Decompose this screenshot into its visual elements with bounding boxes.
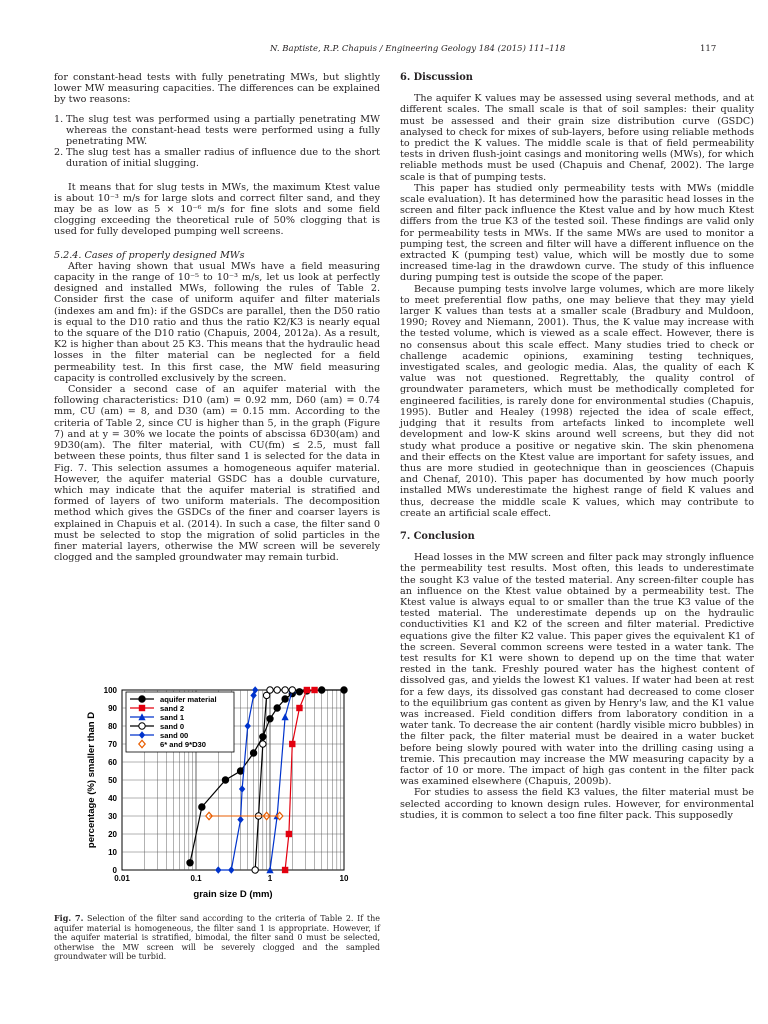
data-point bbox=[139, 696, 145, 702]
list-item bbox=[54, 114, 380, 148]
data-point bbox=[274, 705, 280, 711]
data-point bbox=[289, 687, 295, 693]
y-tick-label: 100 bbox=[103, 686, 117, 695]
data-point bbox=[250, 750, 256, 756]
data-point bbox=[267, 716, 273, 722]
y-tick-label: 90 bbox=[108, 704, 117, 713]
paragraph: For studies to assess the field K3 values, the filter material must be selected according to known design rules. However, for environmental studies, it is common to select a too fine filter pack. This supposedly bbox=[400, 787, 754, 821]
data-point bbox=[228, 866, 234, 873]
figure-caption bbox=[54, 914, 380, 962]
x-tick-label: 0.1 bbox=[190, 874, 202, 883]
data-point bbox=[239, 785, 245, 792]
section-heading: 7. Conclusion bbox=[400, 530, 475, 542]
paragraph: It means that for slug tests in MWs, the maximum Ktest value is about 10⁻³ m/s for large slots and correct filter sand, and they may be as low as 5 × 10⁻⁶ m/s for fine slots and some field clogging exceeding the theoretical rule of 50% clogging that is used for fully developed pumping well screens. bbox=[54, 181, 380, 238]
y-tick-label: 20 bbox=[108, 830, 117, 839]
data-point bbox=[319, 687, 325, 693]
data-point bbox=[282, 713, 289, 720]
x-tick-label: 1 bbox=[267, 874, 273, 883]
data-point bbox=[296, 705, 302, 711]
y-tick-label: 40 bbox=[108, 794, 117, 803]
x-tick-label: 0.01 bbox=[114, 874, 130, 883]
y-tick-label: 50 bbox=[108, 776, 117, 785]
figure-7-chart bbox=[78, 680, 368, 910]
data-point bbox=[252, 867, 258, 873]
paragraph: for constant-head tests with fully penetrating MWs, but slightly lower MW measuring capacities. The differences can be explained by two reasons: bbox=[54, 72, 380, 106]
data-point bbox=[139, 705, 145, 711]
data-point bbox=[237, 768, 243, 774]
legend-label: sand 1 bbox=[160, 713, 185, 722]
section-heading: 6. Discussion bbox=[400, 72, 473, 83]
data-point bbox=[215, 866, 221, 873]
left-column bbox=[54, 72, 380, 563]
legend-label: aquifer material bbox=[160, 695, 217, 704]
y-tick-label: 0 bbox=[112, 866, 117, 875]
data-point bbox=[282, 687, 288, 693]
paragraph: This paper has studied only permeability tests with MWs (middle scale evaluation). It has determined how the parasitic head losses in the screen and filter pack influence the Ktest value and by how much Ktest differs from the true K3 of the tested soil. These findings are valid only for permeability tests in MWs. If the same MWs are used to monitor a pumping test, the screen and filter will have a different influence on the extracted K (pumping test) value, which will be mostly due to some increased time-lag in the drawdown curve. The study of this influence during pumping test is outside the scope of the paper. bbox=[400, 182, 754, 284]
list-number: 2. bbox=[54, 147, 64, 159]
data-point bbox=[267, 687, 273, 693]
data-point bbox=[341, 687, 347, 693]
y-tick-label: 30 bbox=[108, 812, 117, 821]
x-axis-label: grain size D (mm) bbox=[193, 889, 273, 900]
list-text: The slug test was performed using a partially penetrating MW whereas the constant-head tests were performed using a fully penetrating MW. bbox=[66, 113, 380, 148]
legend-label: sand 0 bbox=[160, 722, 185, 731]
paragraph: Because pumping tests involve large volumes, which are more likely to meet preferential flow paths, one may believe that they may yield larger K values than tests at a smaller scale (Bradbury and Muldoon, 1990; Rovey and Niemann, 2001). Thus, the K value may increase with the tested volume, which is viewed as a scale effect. However, there is no consensus about this scale effect. Many studies tried to check or challenge academic opinions, examining testing techniques, investigated scales, and geologic media. Alas, the quality of each K value was not questioned. Regrettably, the quality control of groundwater parameters, which must be methodically completed for engineered facilities, is rarely done for environmental studies (Chapuis, 1995). Butler and Healey (1998) rejected the idea of scale effect, judging that it results from artefacts linked to incomplete well development and low-K skins around well screens, but they did not study what produce a positive or negative skin. The skin phenomena and their effects on the Ktest value are important for safety issues, and thus are more studied in geotechnique than in geosciences (Chapuis and Chenaf, 2010). This paper has documented by how much poorly installed MWs underestimate the highest range of field K values and thus, decrease the middle scale K values, which may contribute to create an artificial scale effect. bbox=[400, 283, 754, 519]
y-tick-label: 70 bbox=[108, 740, 117, 749]
data-point bbox=[289, 741, 295, 747]
data-point bbox=[311, 687, 317, 693]
y-tick-label: 80 bbox=[108, 722, 117, 731]
data-point bbox=[260, 741, 266, 747]
data-point bbox=[199, 804, 205, 810]
legend-label: sand 2 bbox=[160, 704, 185, 713]
y-tick-label: 10 bbox=[108, 848, 117, 857]
header-citation: N. Baptiste, R.P. Chapuis / Engineering Geology 184 (2015) 111–118 bbox=[270, 44, 566, 54]
data-point bbox=[237, 816, 243, 823]
data-point bbox=[187, 860, 193, 866]
data-point bbox=[304, 687, 310, 693]
data-point bbox=[282, 696, 288, 702]
data-point bbox=[274, 687, 280, 693]
legend-label: 6* and 9*D30 bbox=[160, 740, 207, 749]
data-point bbox=[296, 689, 302, 695]
data-point bbox=[282, 867, 288, 873]
y-axis-label: percentage (%) smaller than D bbox=[86, 711, 97, 849]
running-header bbox=[0, 44, 768, 58]
data-point bbox=[286, 831, 292, 837]
caption-label: Fig. 7. bbox=[54, 913, 84, 923]
data-point bbox=[222, 777, 228, 783]
list-text: The slug test has a smaller radius of influence due to the short duration of initial slugging. bbox=[66, 147, 380, 170]
page-number: 117 bbox=[700, 44, 717, 54]
right-column bbox=[400, 72, 754, 821]
caption-text: Selection of the filter sand according to the criteria of Table 2. If the aquifer material is homogeneous, the filter sand 1 is appropriate. However, if the aquifer material is stratified, bimodal, the filter sand 0 must be selected, otherwise the MW screen will be severely clogged and the sampled groundwater will be turbid. bbox=[54, 914, 381, 962]
paragraph: Head losses in the MW screen and filter pack may strongly influence the permeability test results. Most often, this leads to underestimate the sought K3 value of the tested material. Any screen-filter couple has an influence on the Ktest value obtained by a permeability test. The Ktest value is always equal to or smaller than the true K3 value of the tested material. The underestimate depends up on the hydraulic conductivities K1 and K2 of the screen and filter material. Predictive equations give the filter K2 value. This paper gives the equivalent K1 of the screen. Several common screens were tested in a water tank. The test results for K1 were shown to depend up on the time that water rested in the tank. Freshly poured water has the highest content of dissolved gas, and yields the lowest K1 values. If water had been at rest for a few days, its dissolved gas constant had decreased to come closer to the equilibrium gas content as given by Henry's law, and the K1 value was increased. Field condition differs from laboratory condition in a water tank. To decrease the air content (hardly visible micro bubbles) in the filter pack, the filter material must be deaired in a water bucket before being slowly poured with water into the drilling casing using a tremie. This precaution may increase the MW measuring capacity by a factor of 10 or more. The impact of high gas content in the filter pack was examined elsewhere (Chapuis, 2009b). bbox=[400, 552, 754, 788]
x-tick-label: 10 bbox=[339, 874, 349, 883]
section-subheading: 5.2.4. Cases of properly designed MWs bbox=[54, 249, 245, 261]
data-point bbox=[139, 723, 145, 729]
list-item bbox=[54, 147, 380, 169]
legend-label: sand 00 bbox=[160, 731, 189, 740]
y-tick-label: 60 bbox=[108, 758, 117, 767]
paragraph: After having shown that usual MWs have a field measuring capacity in the range of 10⁻⁵ to 10⁻³ m/s, let us look at perfectly designed and installed MWs, following the rules of Table 2. Consider first the case of uniform aquifer and filter materials (indexes am and fm): if the GSDCs are parallel, then the D50 ratio is equal to the D10 ratio and thus the ratio K2/K3 is nearly equal to the square of the D10 ratio (Chapuis, 2004, 2012a). As a result, K2 is higher than about 25 K3. This means that the hydraulic head losses in the filter material can be neglected for a field permeability test. In this first case, the MW field measuring capacity is controlled exclusively by the screen. bbox=[54, 260, 380, 384]
list-number: 1. bbox=[54, 113, 64, 125]
paragraph: Consider a second case of an aquifer material with the following characteristics: D10 (am) = 0.92 mm, D60 (am) = 0.74 mm, CU (am) = 8, and D30 (am) = 0.15 mm. According to the criteria of Table 2, since CU is higher than 5, in the graph (Figure 7) and at y = 30% we locate the points of abscissa 6D30(am) and 9D30(am). The filter material, with CU(fm) ≤ 2.5, must fall between these points, thus filter sand 1 is selected for the data in Fig. 7. This selection assumes a homogeneous aquifer material. However, the aquifer material GSDC has a double curvature, which may indicate that the aquifer material is stratified and formed of layers of two uniform materials. The decomposition method which gives the GSDCs of the finer and coarser layers is explained in Chapuis et al. (2014). In such a case, the filter sand 0 must be selected to stop the migration of solid particles in the finer material layers, otherwise the MW screen will be severely clogged and the sampled groundwater may remain turbid. bbox=[54, 384, 380, 564]
data-point bbox=[245, 722, 251, 729]
paragraph: The aquifer K values may be assessed using several methods, and at different scales. The small scale is that of soil samples: their quality must be assessed and their grain size distribution curve (GSDC) analysed to check for mixes of sub-layers, before using reliable methods to predict the K values. The middle scale is that of field permeability tests in driven flush-joint casings and monitoring wells (MWs), for which reliable methods must be used (Chapuis and Chenaf, 2002). The large scale is that of pumping tests. bbox=[400, 93, 754, 183]
